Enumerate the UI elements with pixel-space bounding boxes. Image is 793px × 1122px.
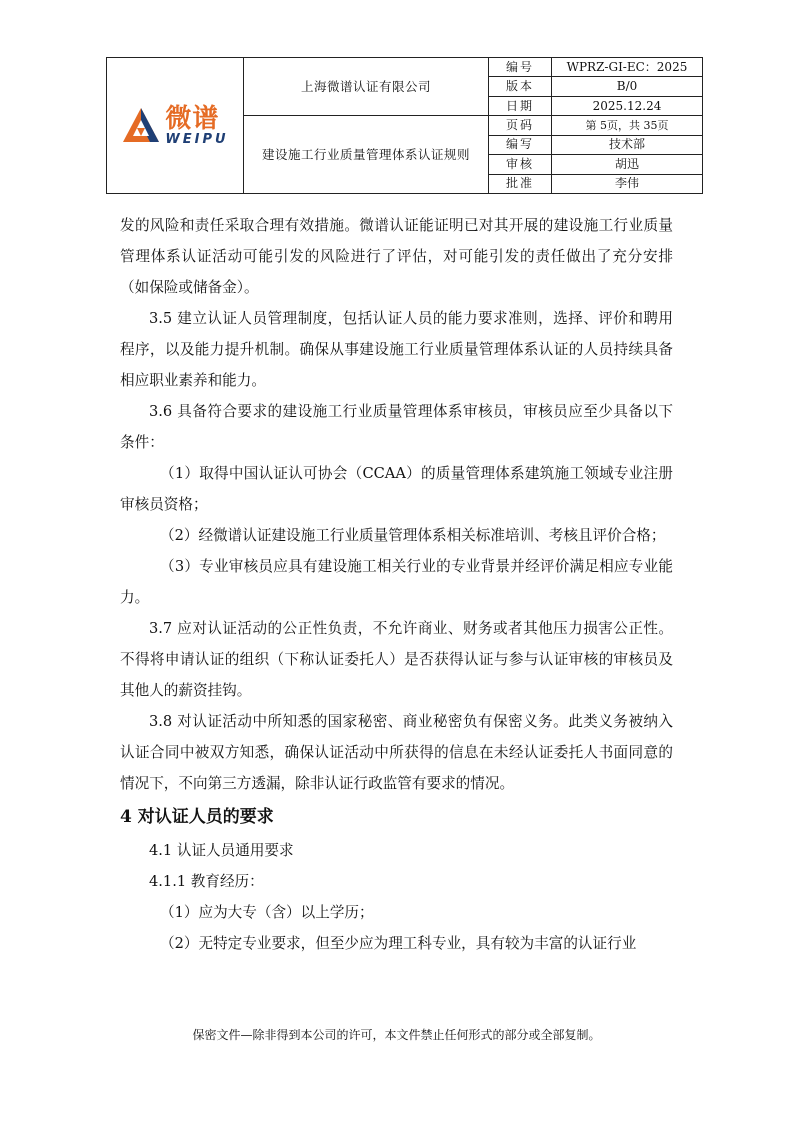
logo-en-text: WEIPU bbox=[165, 131, 229, 147]
subheading-4-1-1: 4.1.1 教育经历： bbox=[149, 873, 264, 890]
field-label-approver: 批准 bbox=[489, 174, 552, 193]
document-title: 建设施工行业质量管理体系认证规则 bbox=[244, 116, 489, 194]
field-value-page: 第 5页，共 35页 bbox=[552, 116, 703, 135]
paragraph-3-5: 3.5 建立认证人员管理制度，包括认证人员的能力要求准则，选择、评价和聘用程序，以及能力提升机制。确保从事建设施工行业质量管理体系认证的人员持续具备相应职业素养和能力。 bbox=[120, 310, 673, 389]
field-label-number: 编号 bbox=[489, 58, 552, 77]
confidentiality-footer: 保密文件—除非得到本公司的许可，本文件禁止任何形式的部分或全部复制。 bbox=[192, 1028, 601, 1042]
list-item-3-6-2: （2）经微谱认证建设施工行业质量管理体系相关标准培训、考核且评价合格； bbox=[160, 527, 666, 544]
field-value-number: WPRZ-GI-EC：2025 bbox=[552, 58, 703, 77]
list-item-3-6-3: （3）专业审核员应具有建设施工相关行业的专业背景并经评价满足相应专业能力。 bbox=[120, 558, 673, 606]
field-label-date: 日期 bbox=[489, 96, 552, 115]
list-item-4-1-1-1: （1）应为大专（含）以上学历； bbox=[160, 904, 374, 921]
field-label-version: 版本 bbox=[489, 77, 552, 96]
weipu-logo-icon bbox=[121, 106, 161, 146]
paragraph-3-8: 3.8 对认证活动中所知悉的国家秘密、商业秘密负有保密义务。此类义务被纳入认证合同中被双方知悉，确保认证活动中所获得的信息在未经认证委托人书面同意的情况下，不向第三方透漏，除非认证行政监管有要求的情况。 bbox=[120, 713, 673, 792]
field-value-date: 2025.12.24 bbox=[552, 96, 703, 115]
section-heading-4: 4 对认证人员的要求 bbox=[120, 807, 274, 827]
logo-cn-text: 微谱 bbox=[165, 103, 220, 134]
company-name: 上海微谱认证有限公司 bbox=[244, 58, 489, 116]
field-label-page: 页码 bbox=[489, 116, 552, 135]
document-header-table bbox=[106, 57, 703, 194]
paragraph-risk-continuation: 发的风险和责任采取合理有效措施。微谱认证能证明已对其开展的建设施工行业质量管理体系认证活动可能引发的风险进行了评估，对可能引发的责任做出了充分安排（如保险或储备金）。 bbox=[120, 217, 673, 296]
paragraph-3-7: 3.7 应对认证活动的公正性负责，不允许商业、财务或者其他压力损害公正性。不得将申请认证的组织（下称认证委托人）是否获得认证与参与认证审核的审核员及其他人的薪资挂钩。 bbox=[120, 620, 673, 699]
weipu-logo bbox=[107, 105, 243, 147]
field-value-approver: 李伟 bbox=[552, 174, 703, 193]
subheading-4-1: 4.1 认证人员通用要求 bbox=[149, 842, 294, 859]
logo-cell bbox=[107, 58, 244, 194]
field-value-reviewer: 胡迅 bbox=[552, 155, 703, 174]
field-label-reviewer: 审核 bbox=[489, 155, 552, 174]
list-item-3-6-1: （1）取得中国认证认可协会（CCAA）的质量管理体系建筑施工领域专业注册审核员资格； bbox=[120, 465, 673, 513]
field-value-author: 技术部 bbox=[552, 135, 703, 154]
list-item-4-1-1-2: （2）无特定专业要求，但至少应为理工科专业，具有较为丰富的认证行业 bbox=[160, 935, 637, 952]
field-value-version: B/0 bbox=[552, 77, 703, 96]
paragraph-3-6: 3.6 具备符合要求的建设施工行业质量管理体系审核员，审核员应至少具备以下条件： bbox=[120, 403, 673, 451]
document-body bbox=[120, 210, 673, 959]
field-label-author: 编写 bbox=[489, 135, 552, 154]
